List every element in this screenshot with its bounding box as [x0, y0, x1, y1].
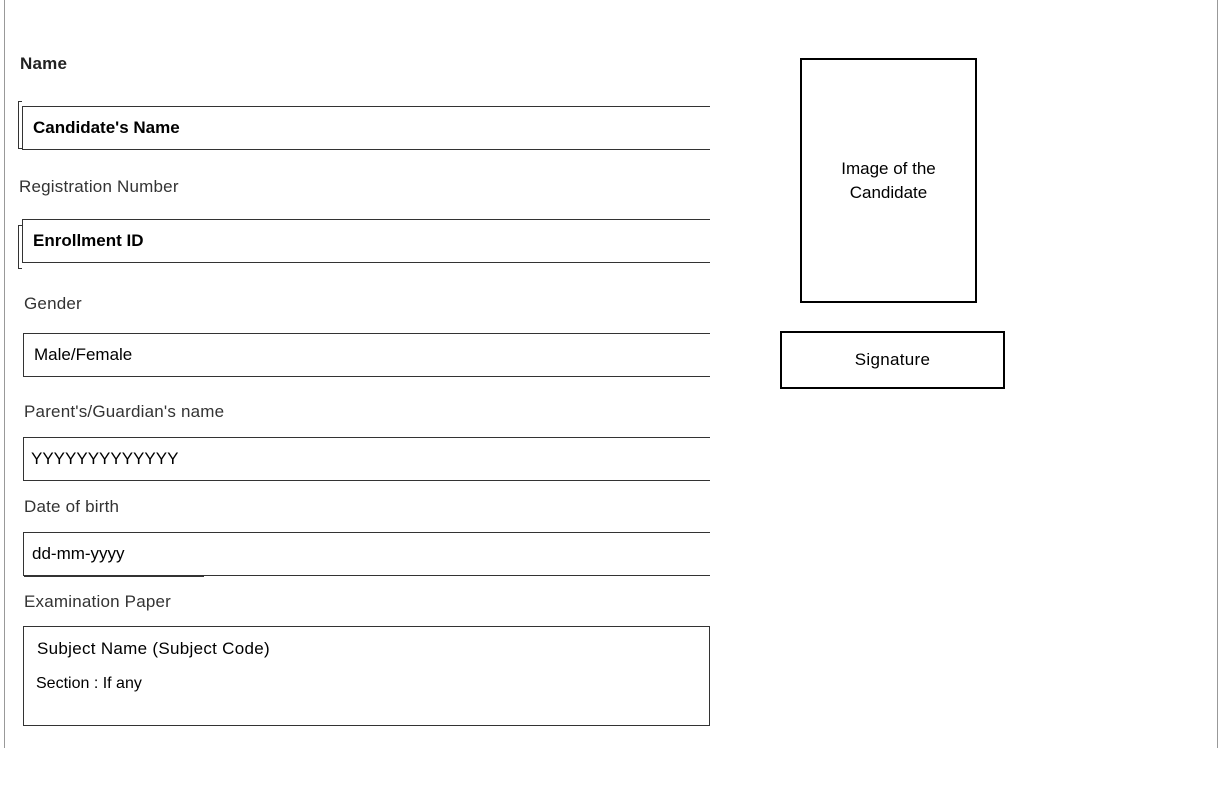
registration-number-label: Registration Number — [19, 177, 179, 196]
exam-section: Section : If any — [36, 675, 142, 692]
gender-field[interactable] — [23, 333, 710, 377]
page-border-right — [1217, 0, 1218, 748]
examination-paper-label: Examination Paper — [24, 592, 172, 611]
signature-box — [780, 331, 1005, 389]
guardian-name-field[interactable] — [23, 437, 710, 481]
date-of-birth-label: Date of birth — [24, 497, 120, 516]
candidate-photo-box — [800, 58, 977, 303]
gender-value: Male/Female — [34, 345, 133, 364]
gender-label: Gender — [24, 294, 82, 313]
date-of-birth-field[interactable] — [23, 532, 710, 576]
exam-subject: Subject Name (Subject Code) — [37, 639, 270, 658]
name-label: Name — [20, 54, 68, 73]
date-of-birth-value: dd-mm-yyyy — [32, 544, 125, 563]
date-of-birth-underline — [24, 576, 204, 577]
examination-paper-box — [23, 626, 710, 726]
signature-text: Signature — [854, 350, 931, 369]
guardian-name-label: Parent's/Guardian's name — [24, 402, 225, 421]
registration-number-field[interactable] — [22, 219, 710, 263]
name-field[interactable] — [22, 106, 710, 150]
page-border-left — [4, 0, 5, 748]
guardian-name-value: YYYYYYYYYYYYY — [31, 449, 179, 468]
candidate-photo-text: Image of the Candidate — [841, 158, 936, 202]
name-value: Candidate's Name — [33, 118, 180, 137]
registration-number-value: Enrollment ID — [33, 231, 144, 250]
